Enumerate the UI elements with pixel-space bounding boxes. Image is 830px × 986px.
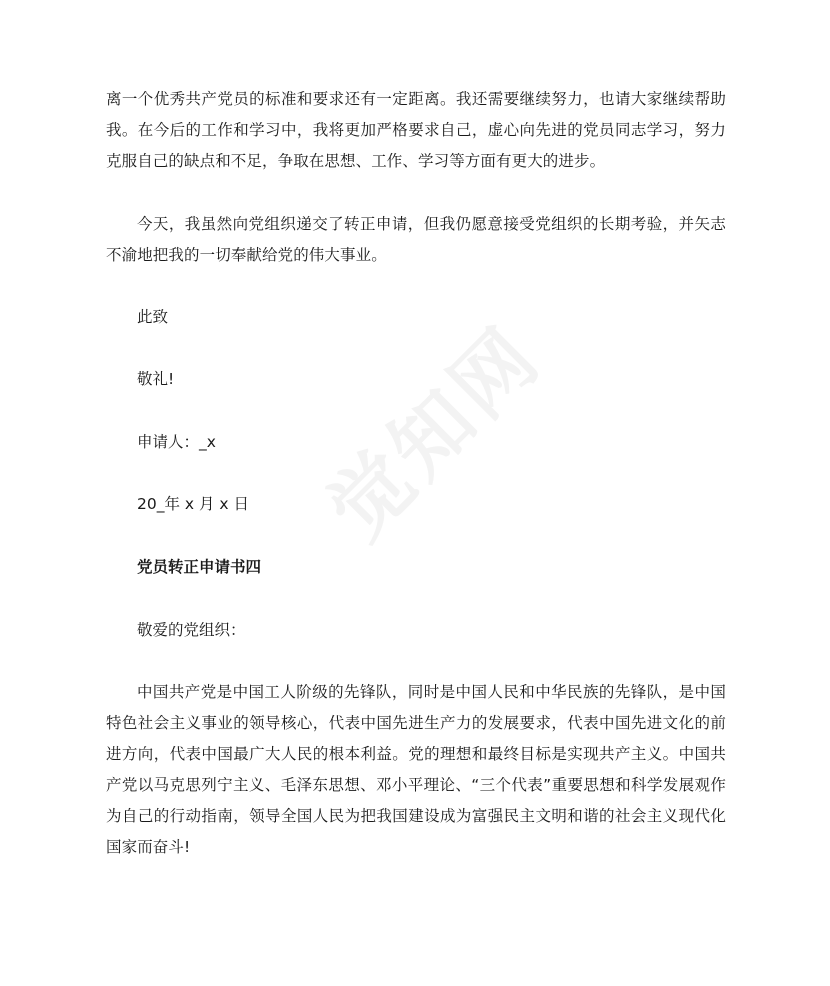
paragraph-party-introduction: 中国共产党是中国工人阶级的先锋队，同时是中国人民和中华民族的先锋队，是中国特色社会主义事业的领导核心，代表中国先进生产力的发展要求，代表中国先进文化的前进方向，代表中国最广大人民的根本利益。党的理想和最终目标是实现共产主义。中国共产党以马克思列宁主义、毛泽东思想、邓小平理论、“三个代表”重要思想和科学发展观作为自己的行动指南，领导全国人民为把我国建设成为富强民主文明和谐的社会主义现代化国家而奋斗! (106, 683, 726, 856)
closing-phrase: 此致 (137, 308, 169, 326)
greeting: 敬爱的党组织： (137, 621, 246, 639)
section-title: 党员转正申请书四 (137, 558, 262, 576)
salutation: 敬礼! (137, 370, 175, 388)
application-date: 20_年 x 月 x 日 (137, 495, 250, 513)
paragraph-application-statement: 今天，我虽然向党组织递交了转正申请，但我仍愿意接受党组织的长期考验，并矢志不渝地把我的一切奉献给党的伟大事业。 (106, 215, 726, 264)
applicant-signature: 申请人：_x (137, 433, 216, 451)
watermark: 觉知网 (310, 308, 560, 557)
paragraph-self-assessment: 离一个优秀共产党员的标准和要求还有一定距离。我还需要继续努力，也请大家继续帮助我。在今后的工作和学习中，我将更加严格要求自己，虚心向先进的党员同志学习，努力克服自己的缺点和不足，争取在思想、工作、学习等方面有更大的进步。 (106, 90, 726, 170)
